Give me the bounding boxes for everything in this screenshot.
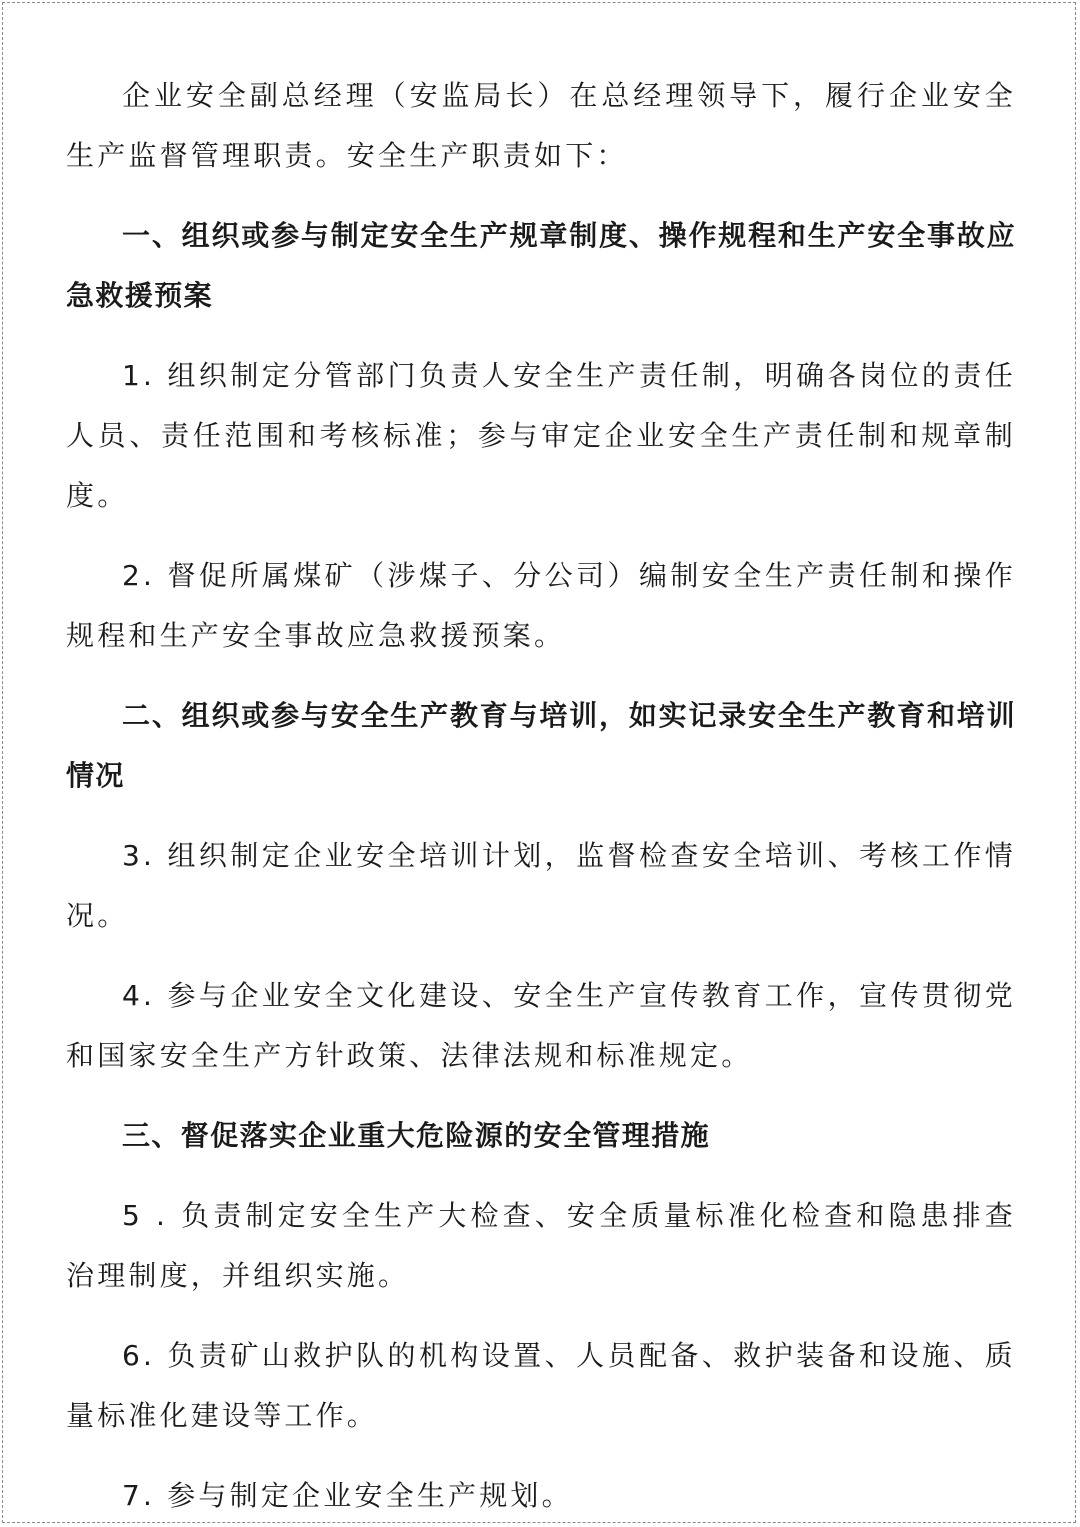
item-2: 2. 督促所属煤矿（涉煤子、分公司）编制安全生产责任制和操作规程和生产安全事故应急救援预案。: [66, 559, 1016, 652]
section-heading-1: 一、组织或参与制定安全生产规章制度、操作规程和生产安全事故应急救援预案: [66, 219, 1016, 312]
section-heading-2: 二、组织或参与安全生产教育与培训，如实记录安全生产教育和培训情况: [66, 699, 1016, 792]
item-5: 5 . 负责制定安全生产大检查、安全质量标准化检查和隐患排查治理制度，并组织实施。: [66, 1199, 1016, 1292]
section-heading-3: 三、督促落实企业重大危险源的安全管理措施: [122, 1119, 711, 1152]
item-1: 1. 组织制定分管部门负责人安全生产责任制，明确各岗位的责任人员、责任范围和考核标准；参与审定企业安全生产责任制和规章制度。: [66, 359, 1016, 512]
document-body: [66, 66, 1016, 1526]
item-3: 3. 组织制定企业安全培训计划，监督检查安全培训、考核工作情况。: [66, 839, 1016, 932]
item-6: 6. 负责矿山救护队的机构设置、人员配备、救护装备和设施、质量标准化建设等工作。: [66, 1339, 1016, 1432]
item-7: 7. 参与制定企业安全生产规划。: [122, 1479, 573, 1512]
intro-paragraph: 企业安全副总经理（安监局长）在总经理领导下，履行企业安全生产监督管理职责。安全生产职责如下：: [66, 79, 1016, 172]
item-4: 4. 参与企业安全文化建设、安全生产宣传教育工作，宣传贯彻党和国家安全生产方针政策、法律法规和标准规定。: [66, 979, 1016, 1072]
